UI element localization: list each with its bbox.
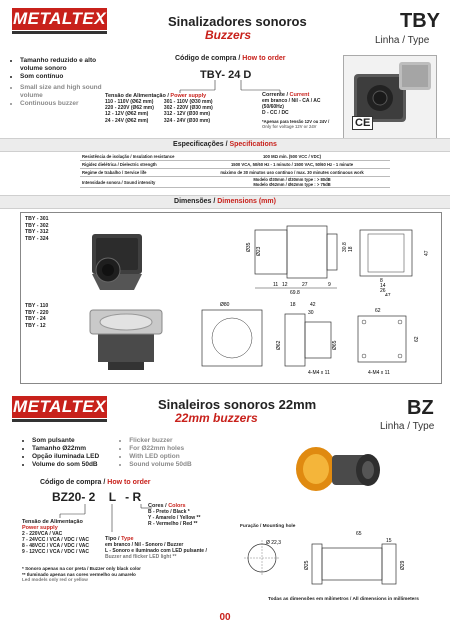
feature-item: • Tamanho Ø22mm	[32, 445, 99, 453]
order-heading: Código de compra / How to order	[175, 55, 286, 62]
product-code: TBY	[400, 10, 440, 32]
feature-item: • For Ø22mm holes	[129, 445, 191, 453]
logo-underline	[12, 31, 107, 34]
features-pt	[10, 57, 105, 81]
feature-item: • Tamanho reduzido e alto volume sonoro	[20, 57, 105, 73]
models-small-list: TBY - 301 TBY - 302 TBY - 312 TBY - 324	[25, 216, 49, 242]
logo-underline	[12, 419, 107, 422]
section-subtitle: 22mm buzzers	[175, 411, 258, 425]
table-row: Intensidade sonora / Sound intensity Modelo Ø30mm / Ø30mm type : > 80dB Modelo Ø62mm / Ø62mm type : > 75dB	[80, 177, 390, 188]
dim-label: Ø65	[332, 340, 338, 350]
dim-label: 18	[290, 302, 296, 308]
bz-dimension-drawing	[236, 530, 436, 595]
dim-label: 15	[386, 538, 392, 544]
section-title: Sinaleiros sonoros 22mm	[158, 397, 317, 412]
page-title: Sinalizadores sonoros	[168, 14, 307, 29]
dim-label: 47	[424, 250, 430, 256]
specifications-banner: Especificações / Specifications	[0, 138, 450, 152]
dim-label: 27	[302, 282, 308, 288]
dim-label: 4-M4 x 11	[368, 370, 390, 376]
voltage-list-30: 301 - 110V (Ø30 mm) 302 - 220V (Ø30 mm) 312 - 12V (Ø30 mm) 324 - 24V (Ø30 mm)	[163, 99, 213, 124]
bz-type: Tipo / Type em branco / Nil - Sonoro / Buzzer L - Sonoro e iluminado com LED pulsante / Buzzer and flicker LED light **	[105, 536, 207, 560]
dim-label: 30	[308, 310, 314, 316]
bz-order-heading: Código de compra / How to order	[40, 479, 151, 486]
buzzer-photo-large	[78, 300, 168, 380]
dim-label: 11	[273, 282, 279, 288]
dim-label: 14	[380, 283, 386, 289]
feature-item: • Opção iluminada LED	[32, 453, 99, 461]
voltage-heading: Tensão de Alimentação / Power supply	[105, 93, 207, 99]
product-code-bz: BZ	[407, 397, 434, 419]
dim-label: 30.8	[342, 242, 348, 252]
features-en	[119, 437, 191, 469]
dim-label: Ø29	[400, 560, 406, 570]
dim-label: 62	[414, 336, 420, 342]
metaltex-logo-bottom: METALTEX	[12, 397, 107, 416]
page-number: 00	[219, 612, 231, 623]
feature-item: • Small size and high sound volume	[20, 84, 105, 100]
bz-notes: * Sonoro apenas na cor preta / Buzzer only black color ** Iluminado apenas nas cores vermelho ou amarelo Led models only red or yellow	[22, 566, 141, 583]
feature-item: • Sound volume 50dB	[129, 461, 191, 469]
table-row: Rigidez dielétrica / Dielectric strength 1500 VCA, 50/60 Hz - 1 minuto / 1500 VAC, 50/60 Hz - 1 minute	[80, 161, 390, 169]
current-heading: Corrente / Current	[262, 92, 310, 98]
dimensions-banner: Dimensões / Dimensions (mm)	[0, 195, 450, 209]
current-block: Corrente / Current em branco / Nil - CA / AC (50/60Hz) D - CC / DC *Apenas para tensão 12V ou 24V / Only for voltage 12V or 24V	[262, 92, 342, 129]
models-large-list: TBY - 110 TBY - 220 TBY - 24 TBY - 12	[25, 303, 49, 329]
dim-label: Ø62	[276, 340, 282, 350]
dimension-drawing-large	[190, 298, 435, 380]
feature-list	[10, 57, 105, 108]
dim-label: 47	[385, 293, 391, 296]
bz-voltage: Tensão de Alimentação Power supply 2 - 220VCA / VAC 7 - 24VCC / VCA / VDC / VAC 8 - 48VCC / VCA / VDC / VAC 9 - 12VCC / VCA / VDC / VAC	[22, 519, 89, 555]
page-subtitle: Buzzers	[205, 28, 252, 42]
feature-item: • Som pulsante	[32, 437, 99, 445]
order-code: TBY- 24 D	[200, 69, 252, 81]
bz-buzzer-photo	[282, 437, 392, 507]
features-en	[10, 84, 105, 108]
features-pt	[22, 437, 99, 469]
mounting-hole-label: Furação / Mounting hole	[240, 524, 296, 529]
specifications-table	[80, 153, 390, 188]
feature-item: • Som contínuo	[20, 73, 105, 81]
dim-label: 8	[380, 278, 383, 284]
product-line-label: Linha / Type	[380, 421, 435, 432]
feature-item: • Continuous buzzer	[20, 100, 105, 108]
feature-item: • Volume do som 50dB	[32, 461, 99, 469]
product-line-label: Linha / Type	[375, 35, 430, 46]
table-row: Resistência de isolação / Insulation resistance 100 MΩ mín. (500 VCC / VDC)	[80, 153, 390, 161]
dim-label: 18	[348, 246, 354, 252]
table-row: Regime de trabalho / Service life máximo de 30 minutos uso contínuo / max. 30 minutes continuous work	[80, 169, 390, 177]
dim-label: 12	[282, 282, 288, 288]
dim-label: Ø80	[220, 302, 230, 308]
buzzer-photo-small	[78, 228, 158, 298]
dim-label: 4-M4 x 11	[308, 370, 330, 376]
feature-item: • With LED option	[129, 453, 191, 461]
dim-label: Ø35	[246, 242, 252, 252]
bz-features	[22, 437, 232, 469]
dim-label: 62	[375, 308, 381, 314]
hole-diameter-label: Ø 22,3	[266, 540, 282, 546]
dim-label: 69.8	[290, 290, 300, 296]
metaltex-logo: METALTEX	[12, 9, 107, 28]
dimensions-note: Todas as dimensões em milímetros / All dimensions in millimeters	[268, 597, 419, 602]
dimension-drawing-small	[230, 216, 435, 296]
ce-mark: CE	[352, 116, 373, 130]
voltage-block	[105, 93, 255, 124]
dim-label: Ø25	[304, 560, 310, 570]
dim-label: 42	[310, 302, 316, 308]
dim-label: 9	[328, 282, 331, 288]
dim-label: Ø23	[256, 246, 262, 256]
voltage-list-62: 110 - 110V (Ø62 mm) 220 - 220V (Ø62 mm) 12 - 12V (Ø62 mm) 24 - 24V (Ø62 mm)	[105, 99, 154, 124]
feature-item: • Flicker buzzer	[129, 437, 191, 445]
dim-label: 26	[380, 288, 386, 294]
bz-colors: Cores / Colors B - Preto / Black * Y - Amarelo / Yellow ** R - Vermelho / Red **	[148, 503, 201, 527]
bz-order-code: BZ20- 2 L - R	[52, 490, 142, 504]
dim-label: 65	[356, 531, 362, 537]
